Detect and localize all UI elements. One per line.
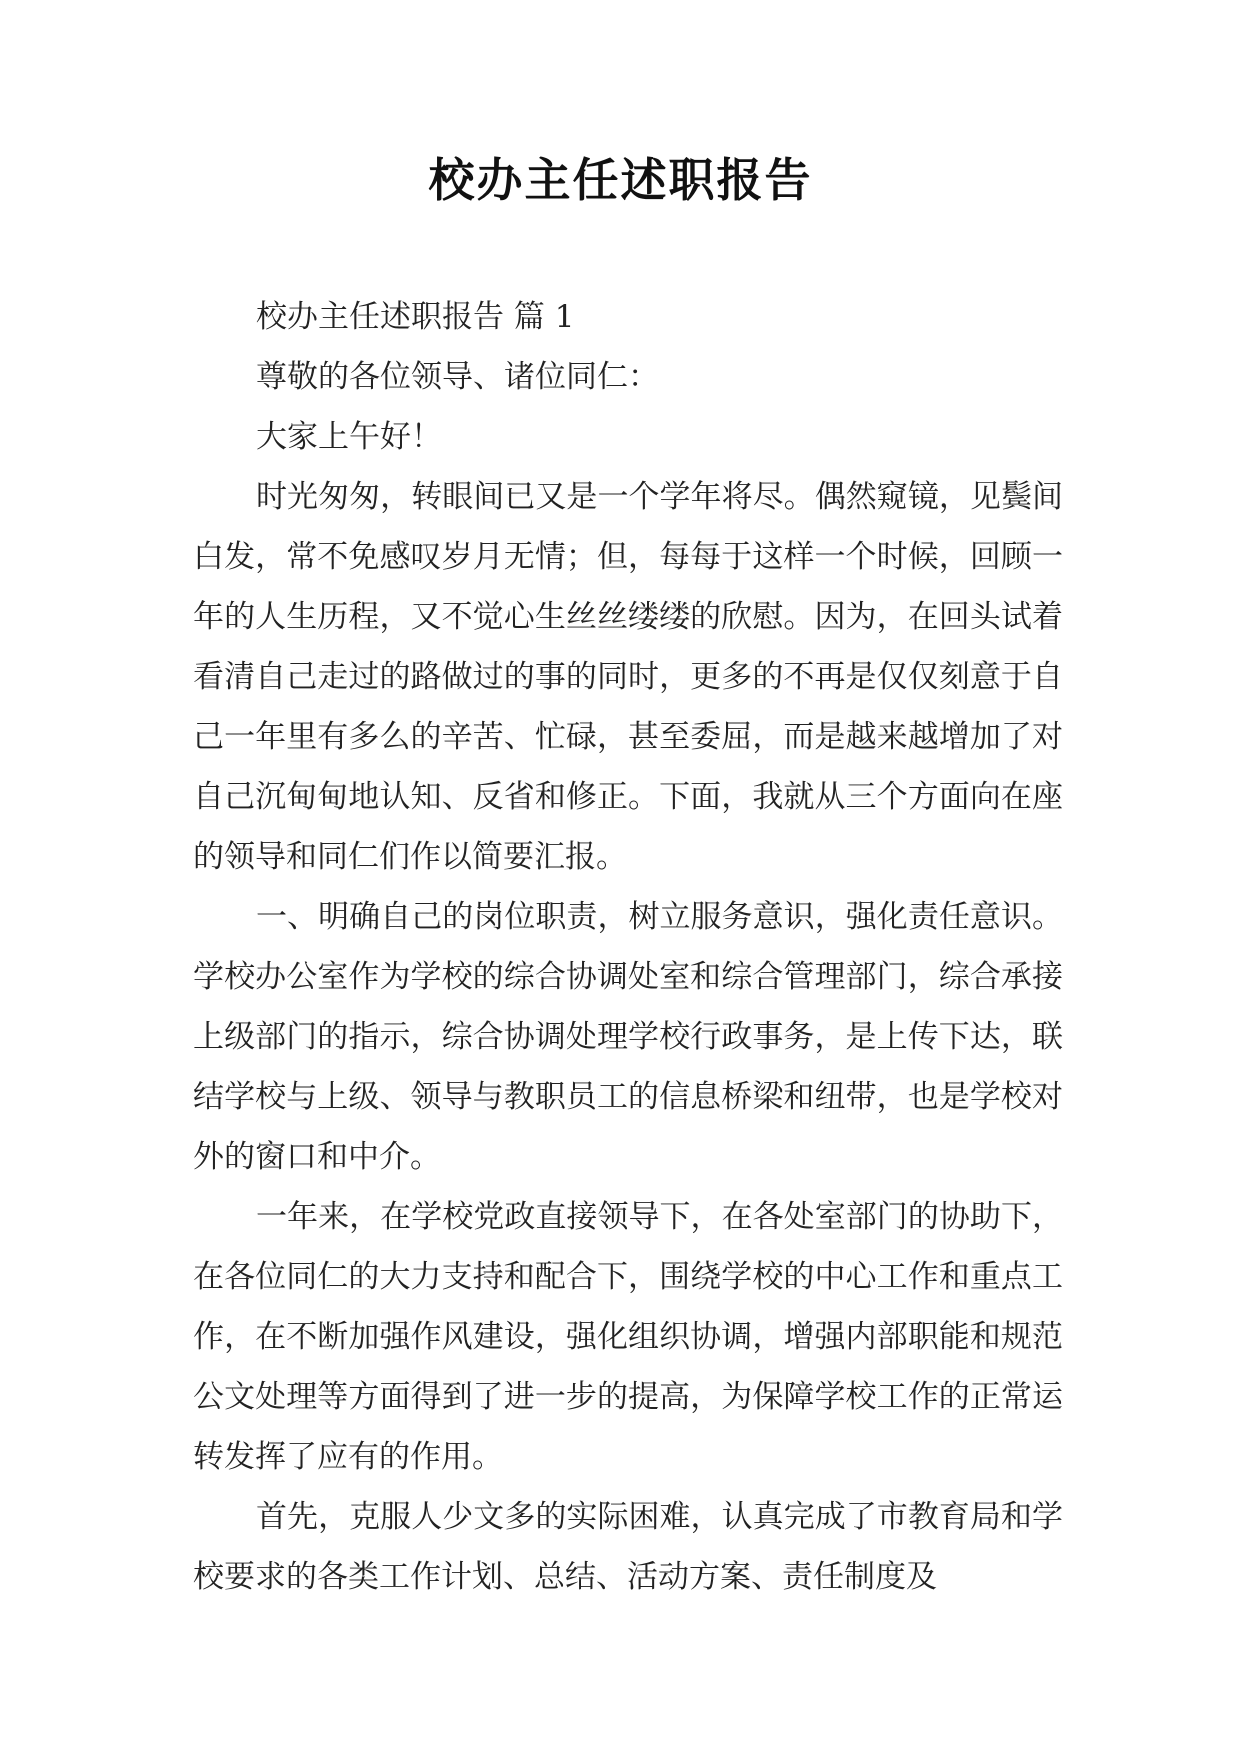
salutation: 尊敬的各位领导、诸位同仁： [256, 359, 659, 395]
paragraph-year-review: 一年来，在学校党政直接领导下，在各处室部门的协助下，在各位同仁的大力支持和配合下，围绕学校的中心工作和重点工作，在不断加强作风建设，强化组织协调，增强内部职能和规范公文处理等方面得到了进一步的提高，为保障学校工作的正常运转发挥了应有的作用。 [193, 1199, 1063, 1475]
paragraph-first-point: 首先，克服人少文多的实际困难，认真完成了市教育局和学校要求的各类工作计划、总结、活动方案、责任制度及 [193, 1499, 1063, 1595]
paragraph-section-one: 一、明确自己的岗位职责，树立服务意识，强化责任意识。学校办公室作为学校的综合协调处室和综合管理部门，综合承接上级部门的指示，综合协调处理学校行政事务，是上传下达，联结学校与上级、领导与教职员工的信息桥梁和纽带，也是学校对外的窗口和中介。 [193, 899, 1063, 1175]
section-heading: 校办主任述职报告 篇 1 [256, 299, 575, 335]
document-body [193, 287, 1063, 1607]
greeting: 大家上午好！ [256, 419, 442, 455]
paragraph-intro: 时光匆匆，转眼间已又是一个学年将尽。偶然窥镜，见鬓间白发，常不免感叹岁月无情；但，每每于这样一个时候，回顾一年的人生历程，又不觉心生丝丝缕缕的欣慰。因为，在回头试着看清自己走过的路做过的事的同时，更多的不再是仅仅刻意于自己一年里有多么的辛苦、忙碌，甚至委屈，而是越来越增加了对自己沉甸甸地认知、反省和修正。下面，我就从三个方面向在座的领导和同仁们作以简要汇报。 [193, 479, 1063, 875]
document-title: 校办主任述职报告 [428, 153, 813, 207]
